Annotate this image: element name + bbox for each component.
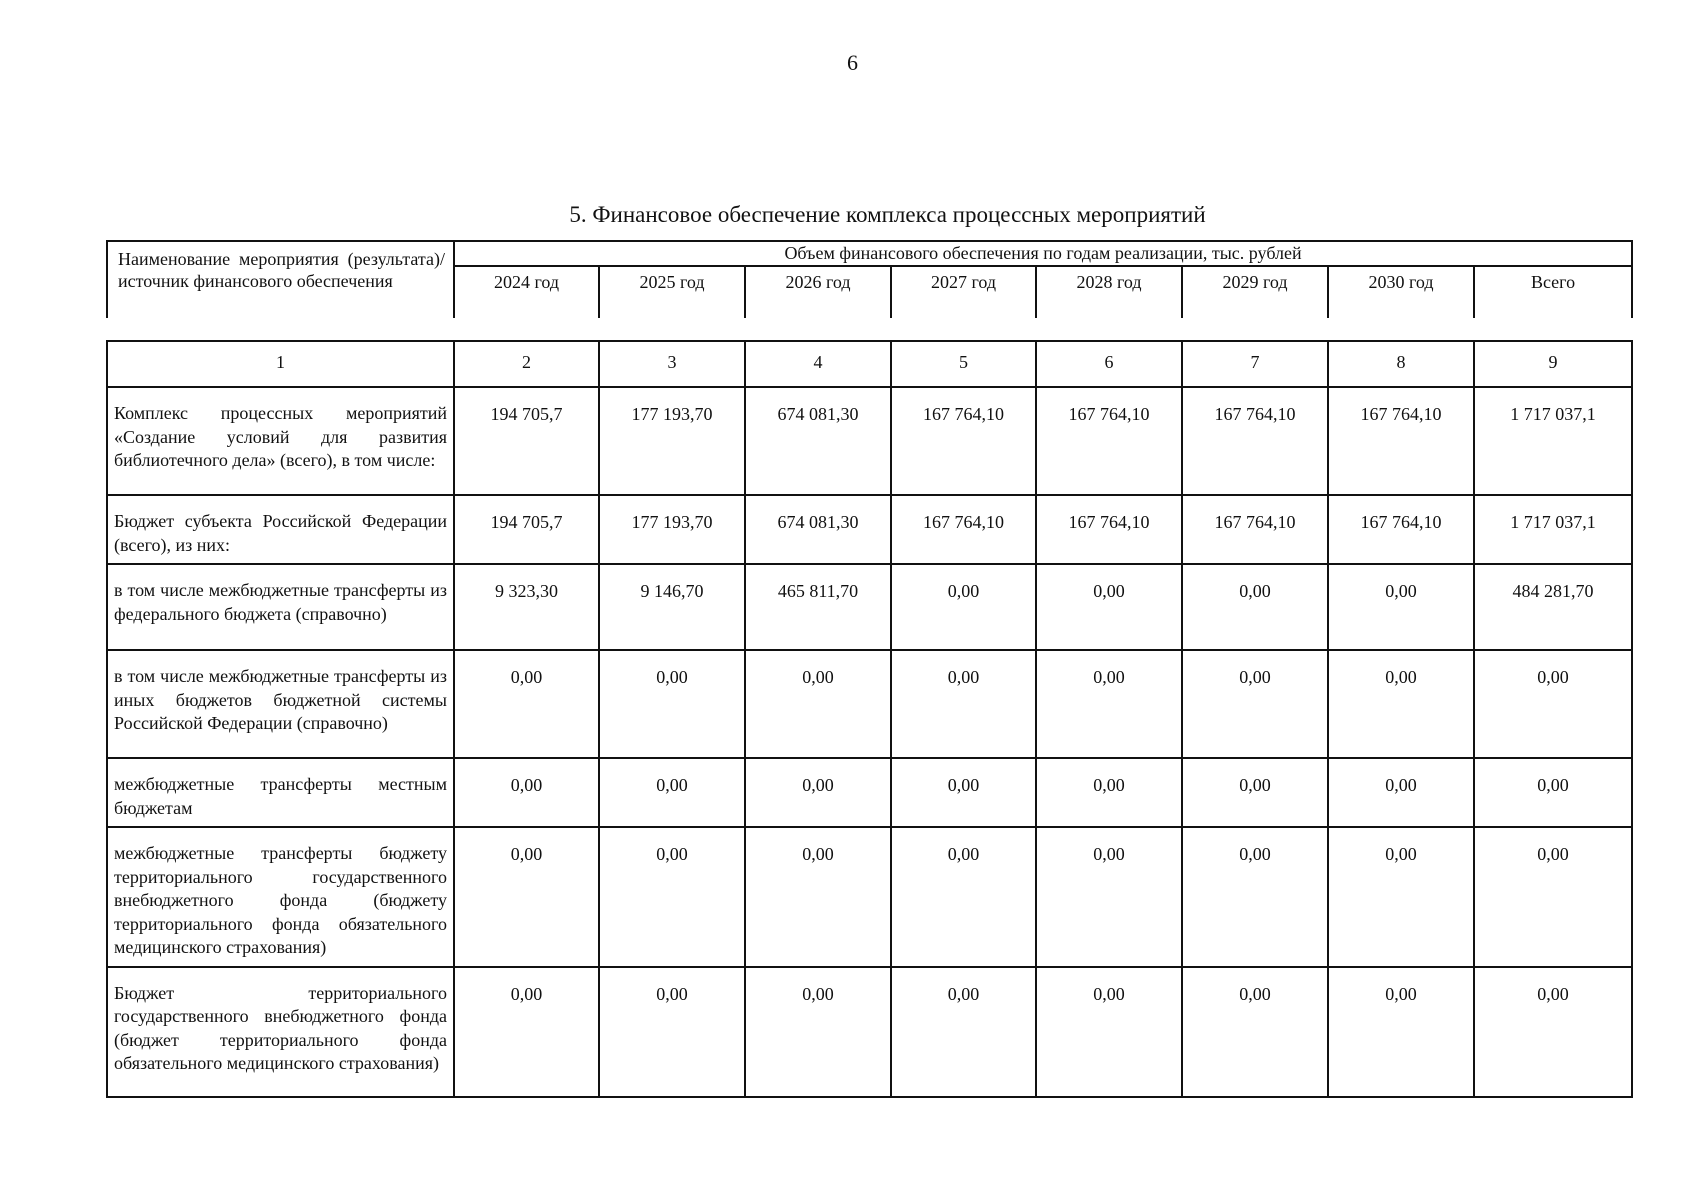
- column-number: 7: [1182, 341, 1328, 387]
- row-label: межбюджетные трансферты местным бюджетам: [107, 758, 454, 827]
- row-value: 0,00: [599, 650, 745, 758]
- row-value: 0,00: [1328, 564, 1474, 650]
- header-year-3: 2026 год: [745, 266, 891, 318]
- row-value: 0,00: [1036, 758, 1182, 827]
- row-value: 0,00: [891, 564, 1036, 650]
- page-number: 6: [847, 50, 858, 75]
- row-value: 0,00: [1182, 967, 1328, 1097]
- row-value: 167 764,10: [1328, 387, 1474, 495]
- row-label: Бюджет территориального государственного внебюджетного фонда (бюджет территориального фонда обязательного медицинского страхования): [107, 967, 454, 1097]
- row-value: 1 717 037,1: [1474, 387, 1632, 495]
- row-value: 194 705,7: [454, 387, 599, 495]
- row-value: 0,00: [1328, 827, 1474, 967]
- row-value: 0,00: [599, 967, 745, 1097]
- row-value: 177 193,70: [599, 495, 745, 564]
- row-value: 0,00: [454, 650, 599, 758]
- row-value: 167 764,10: [1036, 495, 1182, 564]
- column-number: 3: [599, 341, 745, 387]
- row-value: 0,00: [891, 827, 1036, 967]
- row-value: 0,00: [1328, 758, 1474, 827]
- table-row: [107, 650, 1632, 758]
- row-value: 0,00: [745, 827, 891, 967]
- table-row: [107, 967, 1632, 1097]
- row-value: 194 705,7: [454, 495, 599, 564]
- row-value: 1 717 037,1: [1474, 495, 1632, 564]
- table-header: [106, 240, 1633, 318]
- row-label: межбюджетные трансферты бюджету территориального государственного внебюджетного фонда (бюджету территориального фонда обязательного медицинского страхования): [107, 827, 454, 967]
- table-row: [107, 758, 1632, 827]
- column-number: 4: [745, 341, 891, 387]
- row-label: в том числе межбюджетные трансферты из федерального бюджета (справочно): [107, 564, 454, 650]
- row-value: 0,00: [599, 827, 745, 967]
- row-value: 0,00: [1474, 827, 1632, 967]
- header-year-4: 2027 год: [891, 266, 1036, 318]
- row-value: 0,00: [745, 650, 891, 758]
- row-value: 674 081,30: [745, 387, 891, 495]
- header-year-6: 2029 год: [1182, 266, 1328, 318]
- row-value: 0,00: [1036, 564, 1182, 650]
- row-value: 167 764,10: [891, 387, 1036, 495]
- row-value: 0,00: [1036, 650, 1182, 758]
- row-value: 177 193,70: [599, 387, 745, 495]
- table-row: [107, 387, 1632, 495]
- header-year-7: 2030 год: [1328, 266, 1474, 318]
- row-value: 0,00: [454, 827, 599, 967]
- row-value: 0,00: [1328, 967, 1474, 1097]
- header-name-column: Наименование мероприятия (результата)/ источник финансового обеспечения: [107, 241, 454, 318]
- row-value: 484 281,70: [1474, 564, 1632, 650]
- row-value: 167 764,10: [1182, 387, 1328, 495]
- header-year-1: 2024 год: [454, 266, 599, 318]
- row-value: 0,00: [599, 758, 745, 827]
- column-number: 5: [891, 341, 1036, 387]
- row-label: в том числе межбюджетные трансферты из иных бюджетов бюджетной системы Российской Федерации (справочно): [107, 650, 454, 758]
- row-value: 0,00: [1182, 758, 1328, 827]
- row-value: 674 081,30: [745, 495, 891, 564]
- row-value: 167 764,10: [891, 495, 1036, 564]
- column-number: 9: [1474, 341, 1632, 387]
- table-row: [107, 827, 1632, 967]
- row-value: 0,00: [1182, 564, 1328, 650]
- row-value: 167 764,10: [1182, 495, 1328, 564]
- row-value: 0,00: [1182, 827, 1328, 967]
- column-number: 1: [107, 341, 454, 387]
- row-value: 9 146,70: [599, 564, 745, 650]
- header-year-8: Всего: [1474, 266, 1632, 318]
- header-group-label: Объем финансового обеспечения по годам реализации, тыс. рублей: [454, 241, 1632, 266]
- row-value: 0,00: [745, 967, 891, 1097]
- section-title: 5. Финансовое обеспечение комплекса процессных мероприятий: [569, 202, 1206, 227]
- row-value: 167 764,10: [1328, 495, 1474, 564]
- row-value: 465 811,70: [745, 564, 891, 650]
- row-value: 0,00: [1328, 650, 1474, 758]
- row-label: Бюджет субъекта Российской Федерации (всего), из них:: [107, 495, 454, 564]
- row-value: 0,00: [1036, 967, 1182, 1097]
- header-year-5: 2028 год: [1036, 266, 1182, 318]
- table-row: [107, 564, 1632, 650]
- row-value: 0,00: [1474, 967, 1632, 1097]
- column-number: 8: [1328, 341, 1474, 387]
- row-label: Комплекс процессных мероприятий «Создание условий для развития библиотечного дела» (всего), в том числе:: [107, 387, 454, 495]
- row-value: 0,00: [891, 758, 1036, 827]
- row-value: 0,00: [745, 758, 891, 827]
- row-value: 0,00: [1474, 650, 1632, 758]
- row-value: 167 764,10: [1036, 387, 1182, 495]
- row-value: 0,00: [1036, 827, 1182, 967]
- table-row: [107, 495, 1632, 564]
- row-value: 0,00: [1182, 650, 1328, 758]
- row-value: 0,00: [454, 758, 599, 827]
- row-value: 0,00: [1474, 758, 1632, 827]
- column-number: 2: [454, 341, 599, 387]
- header-year-2: 2025 год: [599, 266, 745, 318]
- row-value: 9 323,30: [454, 564, 599, 650]
- row-value: 0,00: [891, 650, 1036, 758]
- row-value: 0,00: [454, 967, 599, 1097]
- financing-table: [106, 340, 1633, 1098]
- column-number: 6: [1036, 341, 1182, 387]
- row-value: 0,00: [891, 967, 1036, 1097]
